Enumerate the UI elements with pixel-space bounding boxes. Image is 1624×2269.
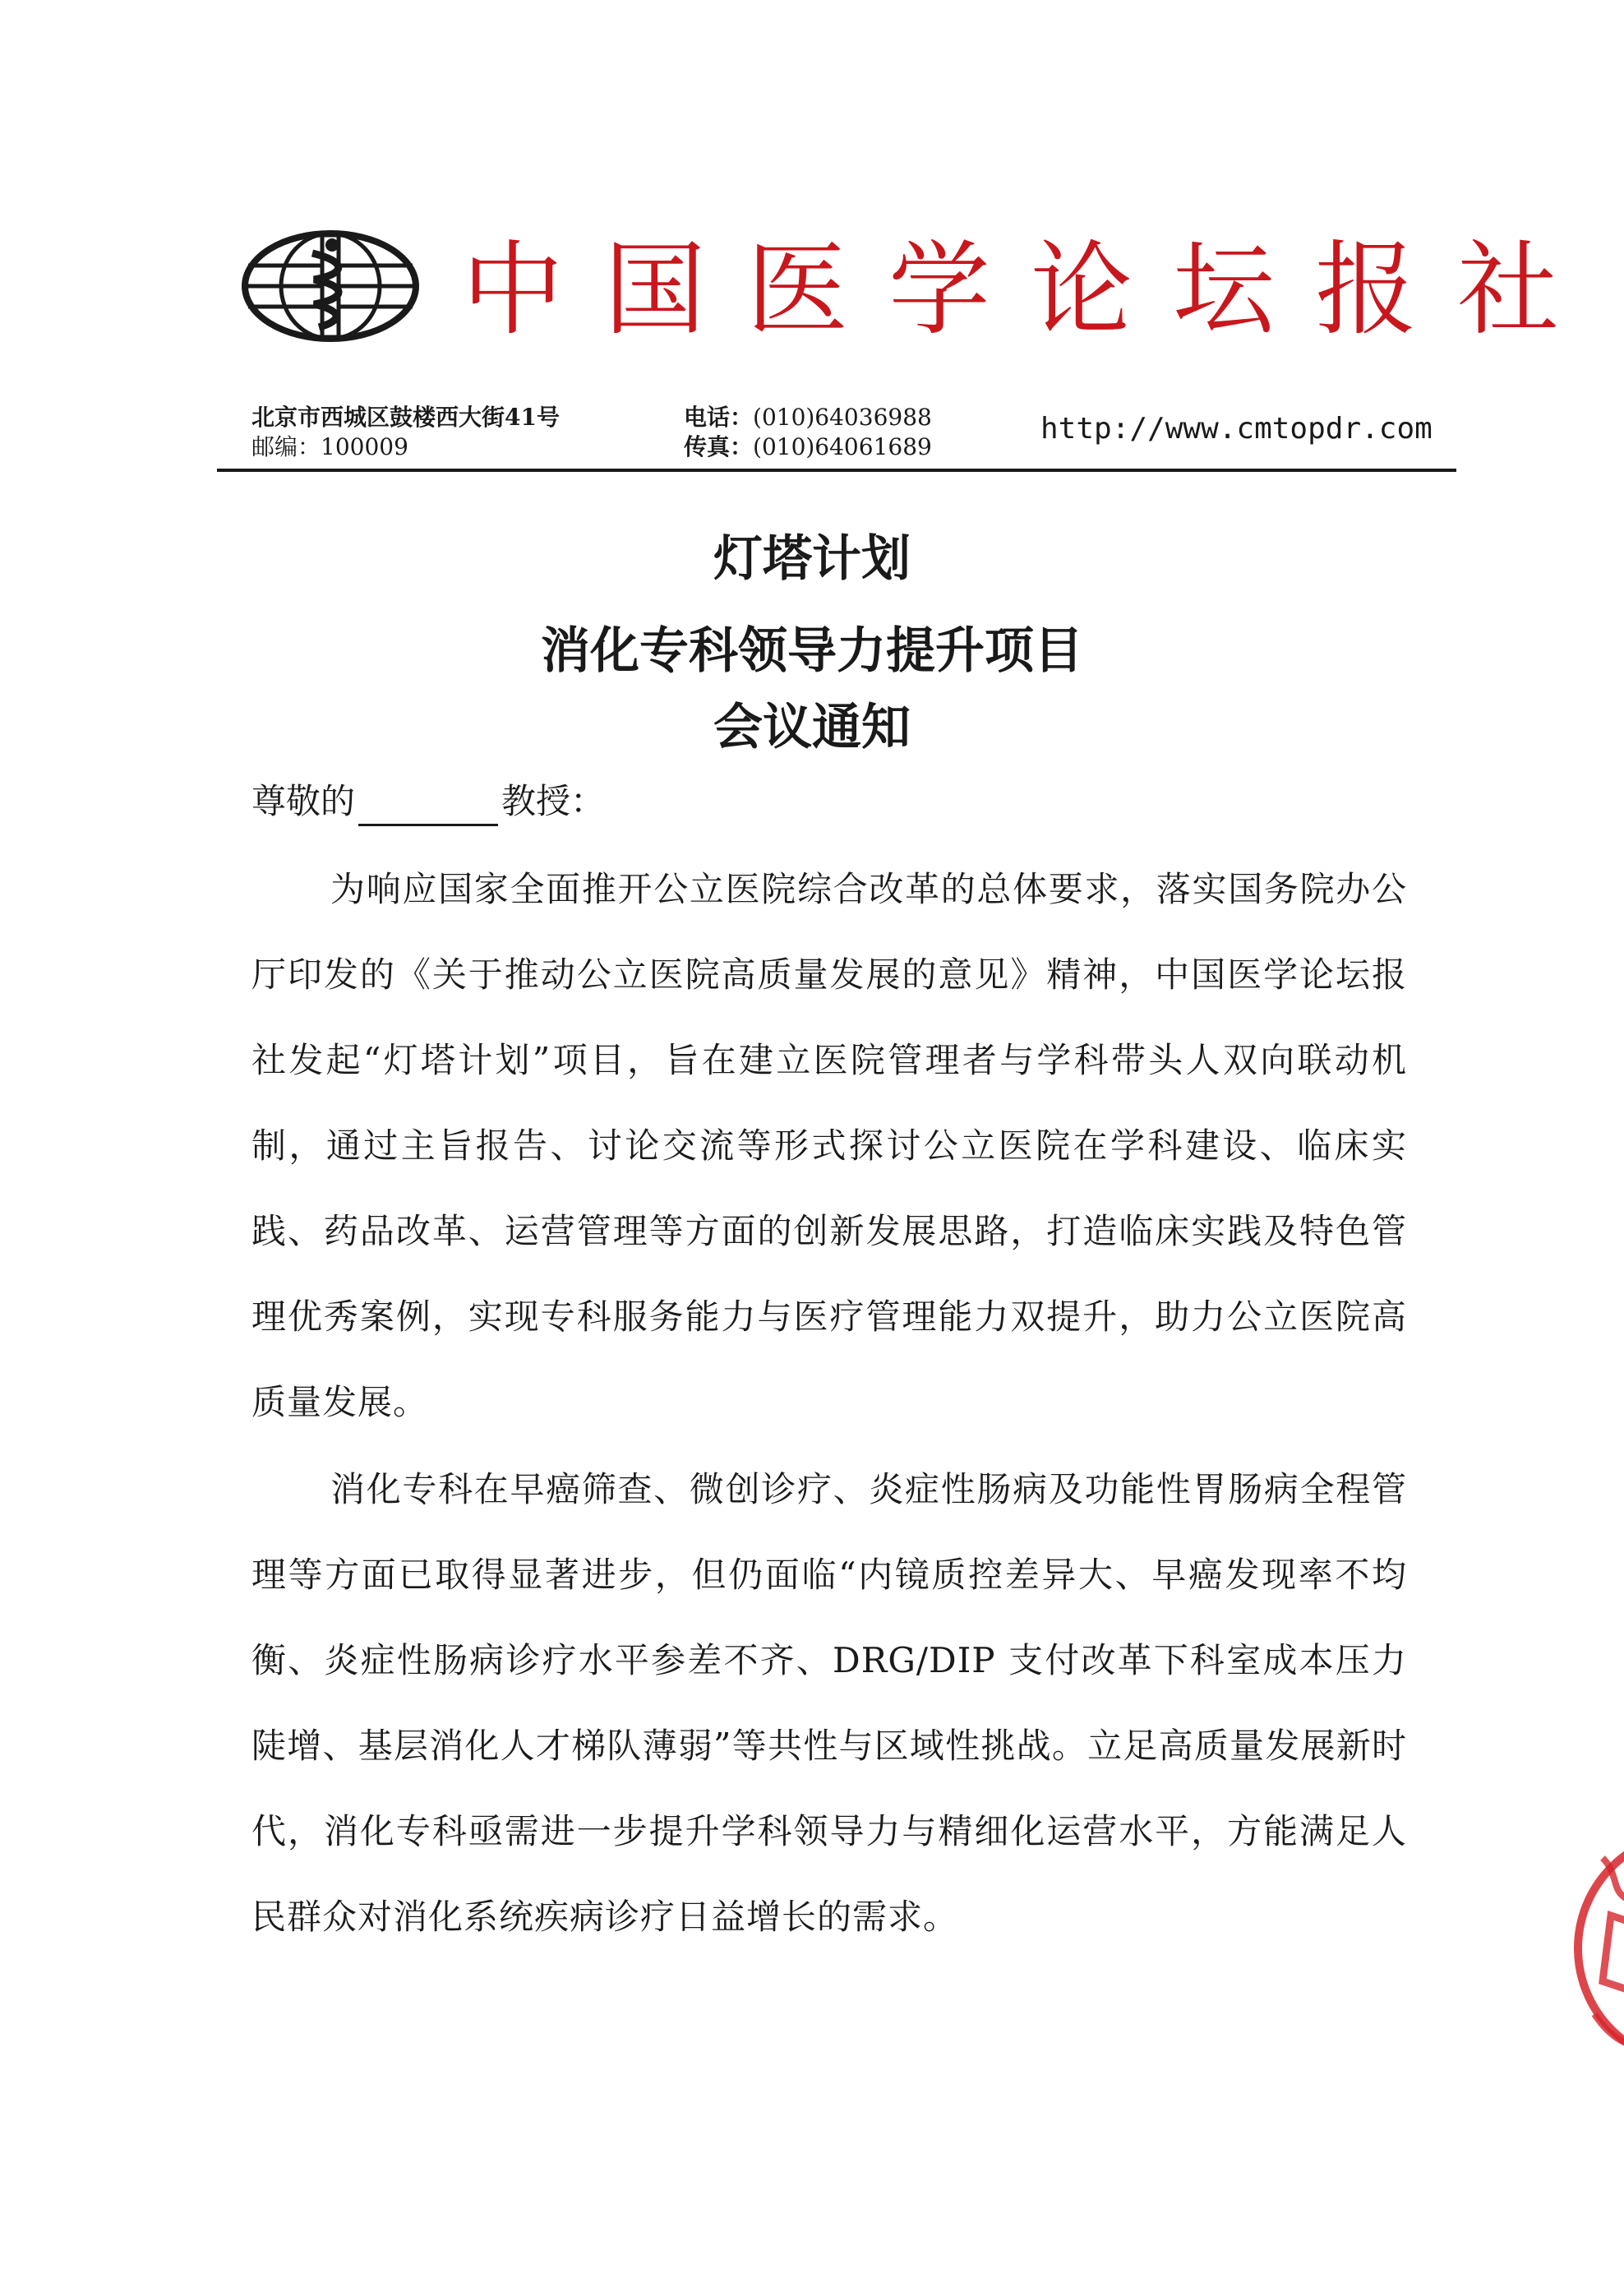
notice-title: 灯塔计划 — [713, 530, 911, 588]
salutation-prefix: 尊敬的 — [251, 781, 356, 821]
website-url: http://www.cmtopdr.com — [1040, 412, 1433, 446]
postal-code: 邮编：100009 — [251, 433, 408, 460]
contact-block — [684, 403, 932, 462]
address-line: 北京市西城区鼓楼西大街41号 — [251, 404, 560, 431]
salutation-suffix: 教授： — [501, 781, 606, 821]
red-seal-stamp-icon — [1562, 1825, 1624, 2072]
caduceus-globe-icon — [240, 229, 421, 344]
phone-label: 电话： — [684, 404, 754, 431]
body-paragraph: 消化专科在早癌筛查、微创诊疗、炎症性肠病及功能性胃肠病全程管理等方面已取得显著进步，但仍面临“内镜质控差异大、早癌发现率不均衡、炎症性肠病诊疗水平参差不齐、DRG/DIP 支付改革下科室成本压力陡增、基层消化人才梯队薄弱”等共性与区域性挑战。立足高质量发展新时代，消化专科亟需进一步提升学科领导力与精细化运营水平，方能满足人民群众对消化系统疾病诊疗日益增长的需求。 — [251, 1469, 1407, 1937]
phone-number: (010)64036988 — [753, 404, 932, 431]
salutation — [251, 777, 605, 826]
organization-name: 中国医学论坛报社 — [462, 231, 1600, 349]
header-divider — [217, 469, 1456, 472]
body-paragraph: 为响应国家全面推开公立医院综合改革的总体要求，落实国务院办公厅印发的《关于推动公立医院高质量发展的意见》精神，中国医学论坛报社发起“灯塔计划”项目，旨在建立医院管理者与学科带头人双向联动机制，通过主旨报告、讨论交流等形式探讨公立医院在学科建设、临床实践、药品改革、运营管理等方面的创新发展思路，打造临床实践及特色管理优秀案例，实现专科服务能力与医疗管理能力双提升，助力公立医院高质量发展。 — [251, 869, 1407, 1422]
notice-subtitle: 消化专科领导力提升项目 — [541, 622, 1083, 680]
notice-heading: 会议通知 — [713, 699, 911, 756]
address-block — [251, 403, 560, 462]
name-blank-line — [358, 788, 498, 826]
fax-number: (010)64061689 — [753, 433, 932, 460]
fax-label: 传真： — [684, 433, 754, 460]
